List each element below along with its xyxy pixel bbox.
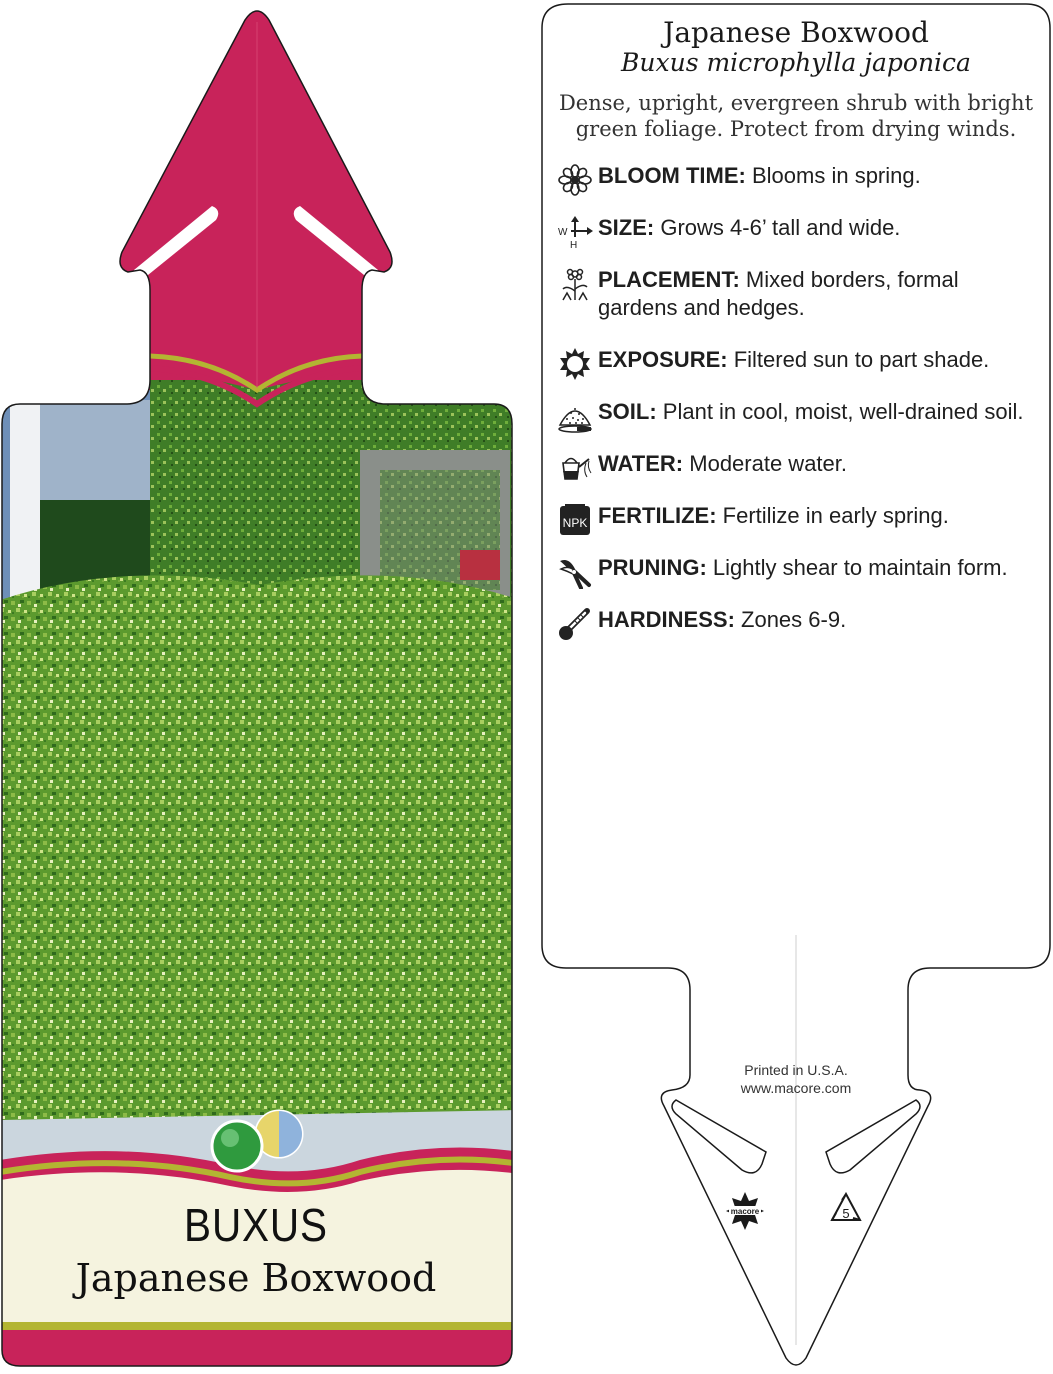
size-icon-h: H [570, 240, 578, 249]
care-text: Grows 4-6’ tall and wide. [654, 215, 901, 240]
care-text: Lightly shear to maintain form. [706, 555, 1008, 580]
recycle-number: 5 [842, 1206, 850, 1221]
description-line: Dense, upright, evergreen shrub with bright [558, 91, 1034, 115]
npk-fertilizer-icon [557, 503, 593, 537]
back-latin-name: Buxus microphylla japonica [621, 48, 971, 77]
care-instructions-list [557, 162, 1047, 658]
thermometer-icon [557, 607, 593, 641]
care-label: PLACEMENT: [598, 267, 740, 292]
care-text-line2: gardens and hedges. [598, 295, 805, 320]
care-text: Plant in cool, moist, well-drained soil. [656, 399, 1024, 424]
size-arrows-icon [557, 215, 593, 249]
front-common-name: Japanese Boxwood [75, 1256, 437, 1300]
care-item-hardiness [557, 606, 1047, 634]
care-label: HARDINESS: [598, 607, 735, 632]
description-line: green foliage. Protect from drying winds. [575, 117, 1017, 141]
care-label: SOIL: [598, 399, 657, 424]
care-text: Moderate water. [683, 451, 848, 476]
care-text: Mixed borders, formal [739, 267, 959, 292]
pruning-shears-icon [557, 555, 593, 589]
back-title: Japanese Boxwood [663, 16, 929, 49]
soil-pile-icon [557, 399, 593, 433]
flower-icon [557, 163, 593, 197]
size-icon-w: W [558, 227, 568, 238]
care-item-water [557, 450, 1047, 478]
npk-icon-text: NPK [562, 516, 588, 530]
care-label: WATER: [598, 451, 684, 476]
boxwood-photo [0, 380, 520, 1175]
care-text: Filtered sun to part shade. [727, 347, 990, 372]
care-item-fertilize [557, 502, 1047, 530]
printed-info [700, 1061, 892, 1097]
care-item-pruning [557, 554, 1047, 582]
printed-in-text: Printed in U.S.A. [744, 1062, 848, 1078]
care-label: BLOOM TIME: [598, 163, 746, 188]
front-genus-name: BUXUS [184, 1199, 328, 1251]
front-tag [0, 0, 520, 1369]
care-text: Zones 6-9. [734, 607, 847, 632]
garden-placement-icon [557, 267, 593, 301]
website-text: www.macore.com [740, 1080, 852, 1096]
care-label: EXPOSURE: [598, 347, 728, 372]
sun-icon [557, 347, 593, 381]
care-item-size [557, 214, 1047, 249]
care-label: SIZE: [598, 215, 655, 240]
care-item-placement [557, 266, 1047, 322]
care-item-soil [557, 398, 1047, 426]
watering-can-icon [557, 451, 593, 485]
macore-logo-text: macore [730, 1207, 760, 1216]
care-text: Fertilize in early spring. [716, 503, 949, 528]
care-text: Blooms in spring. [745, 163, 921, 188]
care-label: PRUNING: [598, 555, 707, 580]
care-label: FERTILIZE: [598, 503, 717, 528]
care-item-bloom-time [557, 162, 1047, 190]
care-item-exposure [557, 346, 1047, 374]
back-description [540, 90, 1052, 142]
